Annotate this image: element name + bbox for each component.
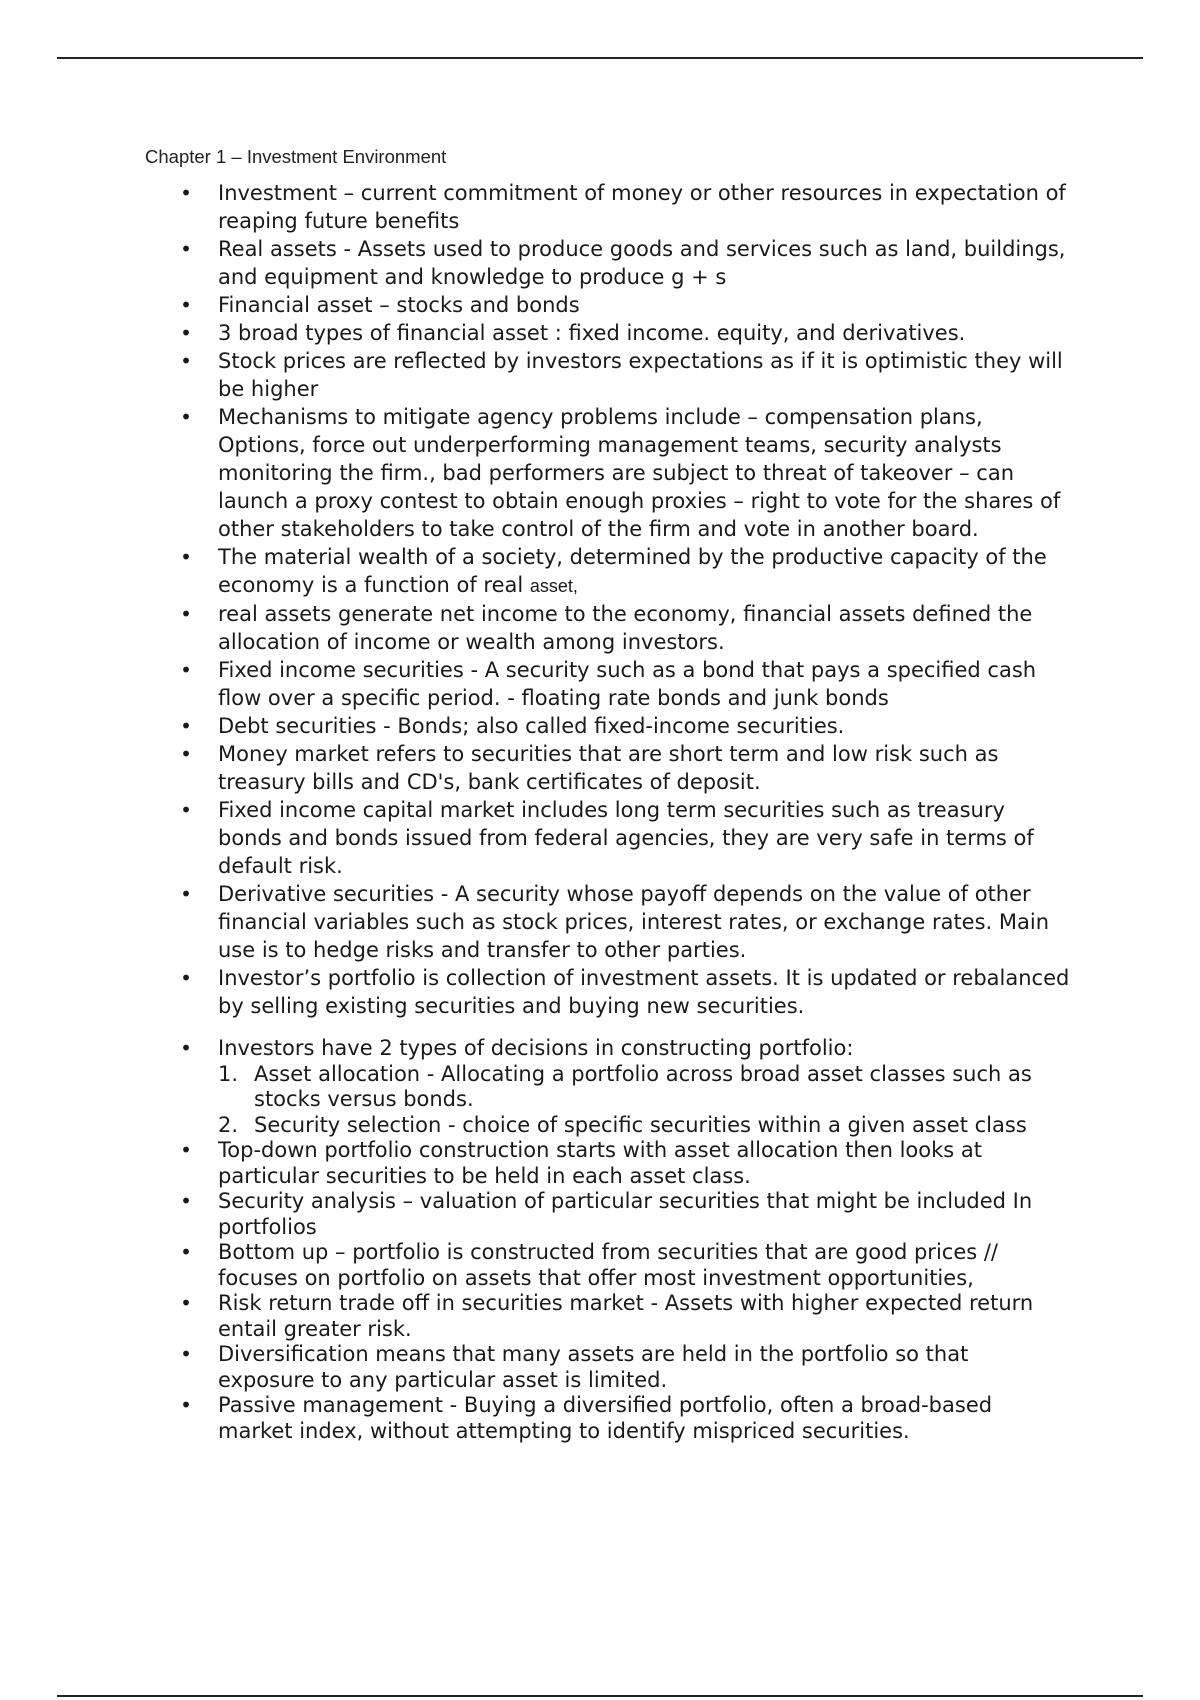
bullet-icon: • — [180, 237, 192, 261]
list-item: • Investors have 2 types of decisions in constructing portfolio: 1. Asset allocation - Allocating a portfolio across broad asset classes such as stocks versus bonds. 2. Security selection - choice of specific securities within a given asset class — [145, 1036, 1070, 1138]
list-item: • Passive management - Buying a diversified portfolio, often a broad-based market index, without attempting to identify mispriced securities. — [145, 1393, 1070, 1444]
list-item: • Fixed income capital market includes long term securities such as treasury bonds and bonds issued from federal agencies, they are very safe in terms of default risk. — [145, 796, 1070, 880]
list-item: • Top-down portfolio construction starts with asset allocation then looks at particular securities to be held in each asset class. — [145, 1138, 1070, 1189]
decision-sublist — [218, 1062, 1070, 1139]
bullet-icon: • — [180, 742, 192, 766]
list-item: • real assets generate net income to the economy, financial assets defined the allocation of income or wealth among investors. — [145, 600, 1070, 656]
list-item: • Stock prices are reflected by investors expectations as if it is optimistic they will be higher — [145, 347, 1070, 403]
list-item: • Bottom up – portfolio is constructed from securities that are good prices // focuses on portfolio on assets that offer most investment opportunities, — [145, 1240, 1070, 1291]
bullet-icon: • — [180, 658, 192, 682]
bullet-icon: • — [180, 1240, 192, 1264]
bullet-icon: • — [180, 602, 192, 626]
bullet-icon: • — [180, 545, 192, 569]
bullet-icon: • — [180, 349, 192, 373]
list-item: • Real assets - Assets used to produce goods and services such as land, buildings, and equipment and knowledge to produce g + s — [145, 235, 1070, 291]
bullet-icon: • — [180, 1393, 192, 1417]
list-item: • Debt securities - Bonds; also called fixed-income securities. — [145, 712, 1070, 740]
bullet-icon: • — [180, 1036, 192, 1060]
bullet-icon: • — [180, 321, 192, 345]
bullet-icon: • — [180, 798, 192, 822]
bullet-icon: • — [180, 1189, 192, 1213]
bullet-icon: • — [180, 966, 192, 990]
list-item: • Investor’s portfolio is collection of investment assets. It is updated or rebalanced by selling existing securities and buying new securities. — [145, 964, 1070, 1020]
bullet-icon: • — [180, 714, 192, 738]
bullet-icon: • — [180, 1342, 192, 1366]
bullet-icon: • — [180, 1291, 192, 1315]
sub-list-item: 2. Security selection - choice of specific securities within a given asset class — [218, 1112, 1027, 1137]
bullet-icon: • — [180, 405, 192, 429]
sub-list-item: 1. Asset allocation - Allocating a portfolio across broad asset classes such as stocks versus bonds. — [218, 1061, 1032, 1111]
list-item: • Financial asset – stocks and bonds — [145, 291, 1070, 319]
list-item: • Investment – current commitment of money or other resources in expectation of reaping future benefits — [145, 179, 1070, 235]
list-item: • 3 broad types of financial asset : fixed income. equity, and derivatives. — [145, 319, 1070, 347]
notes-list — [145, 179, 1070, 1444]
bullet-icon: • — [180, 1138, 192, 1162]
list-item: • Derivative securities - A security whose payoff depends on the value of other financial variables such as stock prices, interest rates, or exchange rates. Main use is to hedge risks and transfer to other parties. — [145, 880, 1070, 964]
list-item: • Money market refers to securities that are short term and low risk such as treasury bills and CD's, bank certificates of deposit. — [145, 740, 1070, 796]
bullet-icon: • — [180, 882, 192, 906]
bullet-icon: • — [180, 181, 192, 205]
list-item: • Mechanisms to mitigate agency problems include – compensation plans, Options, force out underperforming management teams, security analysts monitoring the firm., bad performers are subject to threat of takeover – can launch a proxy contest to obtain enough proxies – right to vote for the shares of other stakeholders to take control of the firm and vote in another board. — [145, 403, 1070, 543]
header-rule — [57, 57, 1143, 59]
list-item: • Risk return trade off in securities market - Assets with higher expected return entail greater risk. — [145, 1291, 1070, 1342]
list-item: • Diversification means that many assets are held in the portfolio so that exposure to any particular asset is limited. — [145, 1342, 1070, 1393]
bullet-icon: • — [180, 293, 192, 317]
page-title: Chapter 1 – Investment Environment — [145, 146, 447, 167]
footer-rule — [57, 1695, 1143, 1697]
list-item: • Fixed income securities - A security such as a bond that pays a specified cash flow over a specific period. - floating rate bonds and junk bonds — [145, 656, 1070, 712]
list-item: • The material wealth of a society, determined by the productive capacity of the economy is a function of real asset, — [145, 543, 1070, 600]
document-body — [145, 146, 1070, 1444]
list-item: • Security analysis – valuation of particular securities that might be included In portfolios — [145, 1189, 1070, 1240]
